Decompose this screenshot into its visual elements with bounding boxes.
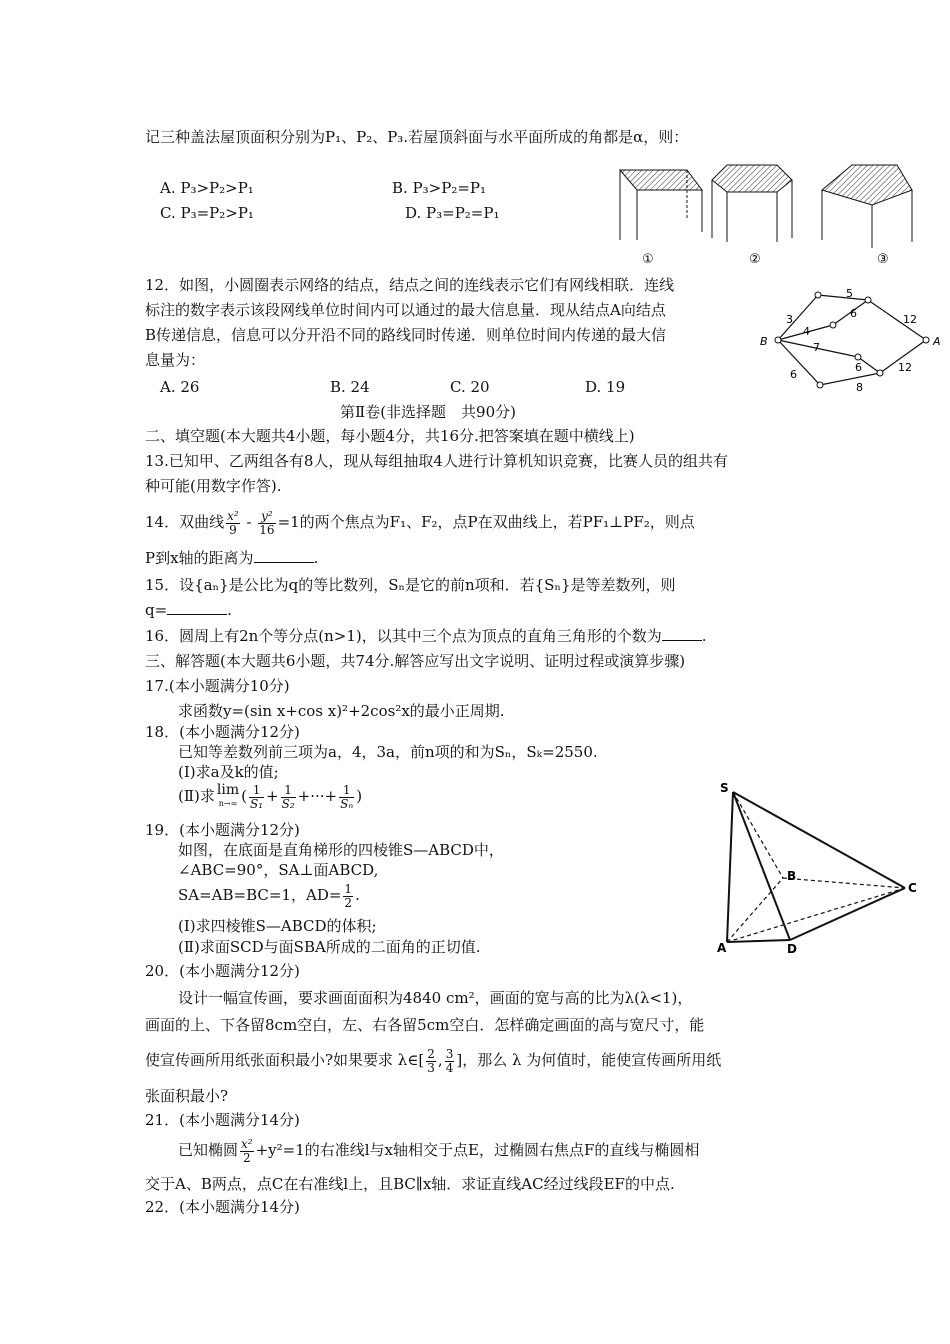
q12-option-a: A. 26	[160, 378, 200, 396]
q17-line-1: 求函数y=(sin x+cos x)²+2cos²x的最小正周期.	[178, 702, 505, 720]
q18-limit: lim n→∞	[216, 782, 240, 808]
edge-label-6c: 6	[790, 368, 797, 381]
q14-fraction-y: $\frac{\text{y²}}{16}$	[259, 508, 275, 537]
q11-option-d: D. P₃=P₂=P₁	[405, 204, 500, 222]
q18-line-1: 已知等差数列前三项为a，4，3a，前n项的和为Sₙ，Sₖ=2550.	[178, 743, 598, 761]
roof-label-1: ①	[642, 252, 654, 267]
q11-option-b: B. P₃>P₂=P₁	[392, 179, 487, 197]
pyramid-figure	[715, 780, 925, 955]
q20-line-4: 张面积最小?	[145, 1087, 229, 1105]
q15-answer-blank[interactable]	[167, 600, 227, 615]
q15-line-2: q= .	[145, 601, 232, 619]
q18-frac-s2: $\frac{1}{\text{S₂}}$	[281, 782, 295, 811]
q12-line-1: 12．如图，小圆圈表示网络的结点，结点之间的连线表示它们有网线相联．连线	[145, 276, 675, 294]
q21-line-2: 交于A、B两点，点C在右准线l上，且BC∥x轴．求证直线AC经过线段EF的中点.	[145, 1175, 675, 1193]
vertex-d-label: D	[787, 942, 797, 955]
node-a-label: A	[933, 335, 941, 348]
q19-line-1: 如图，在底面是直角梯形的四棱锥S—ABCD中，	[178, 841, 504, 859]
q18-frac-s1: $\frac{1}{\text{S₁}}$	[250, 782, 264, 811]
edge-label-6b: 6	[855, 361, 862, 374]
vertex-a-label: A	[717, 941, 727, 955]
q19-line-5: (Ⅱ)求面SCD与面SBA所成的二面角的正切值.	[178, 938, 481, 956]
q11-option-a: A. P₃>P₂>P₁	[160, 179, 254, 197]
q12-option-d: D. 19	[585, 378, 626, 396]
q21-line-1: 已知椭圆 $\frac{\text{x²}}{2}$ +y²=1的右准线l与x轴相交于点E，过椭圆右焦点F的直线与椭圆相	[178, 1136, 700, 1165]
q20-line-1: 设计一幅宣传画，要求画面面积为4840 cm²，画面的宽与高的比为λ(λ<1)，	[178, 989, 693, 1007]
q13-line-2: 种可能(用数字作答).	[145, 477, 282, 495]
q12-option-c: C. 20	[450, 378, 490, 396]
q20-fraction-2-3: $\frac{2}{3}$	[427, 1046, 435, 1075]
edge-label-8: 8	[856, 381, 863, 394]
q18-heading: 18．(本小题满分12分)	[145, 723, 300, 741]
q18-line-2: (Ⅰ)求a及k的值;	[178, 763, 279, 781]
q11-option-c: C. P₃=P₂>P₁	[160, 204, 254, 222]
q21-fraction-x: $\frac{\text{x²}}{2}$	[241, 1136, 253, 1165]
edge-label-12a: 12	[903, 313, 917, 326]
q12-line-3: B传递信息，信息可以分开沿不同的路线同时传递．则单位时间内传递的最大信	[145, 326, 667, 344]
q12-line-4: 息量为：	[145, 351, 206, 369]
q14-line-1: 14．双曲线 $\frac{\text{x²}}{9}$ - $\frac{\text{y²}}{16}$ =1的两个焦点为F₁、F₂，点P在双曲线上，若PF₁⊥PF₂，则点	[145, 508, 695, 537]
q21-heading: 21．(本小题满分14分)	[145, 1111, 300, 1129]
part-2-title: 第Ⅱ卷(非选择题 共90分)	[340, 403, 516, 421]
q20-line-3: 使宣传画所用纸张面积最小?如果要求 λ∈[ $\frac{2}{3}$ , $\frac{3}{4}$ ]，那么 λ 为何值时，能使宣传画所用纸	[145, 1046, 722, 1075]
vertex-s-label: S	[720, 781, 729, 795]
q12-option-b: B. 24	[330, 378, 370, 396]
edge-label-4: 4	[803, 325, 810, 338]
edge-label-12b: 12	[898, 361, 912, 374]
q19-line-3: SA=AB=BC=1，AD= $\frac{1}{2}$ .	[178, 881, 360, 910]
q12-line-2: 标注的数字表示该段网线单位时间内可以通过的最大信息量．现从结点A向结点	[145, 301, 666, 319]
q14-fraction-x: $\frac{\text{x²}}{9}$	[227, 508, 239, 537]
roof-label-3: ③	[877, 252, 889, 267]
q20-fraction-3-4: $\frac{3}{4}$	[445, 1046, 454, 1075]
edge-label-6a: 6	[850, 307, 857, 320]
q19-line-4: (Ⅰ)求四棱锥S—ABCD的体积;	[178, 917, 377, 935]
q20-heading: 20．(本小题满分12分)	[145, 962, 300, 980]
section-3-title: 三、解答题(本大题共6小题，共74分.解答应写出文字说明、证明过程或演算步骤)	[145, 652, 686, 670]
q22-heading: 22．(本小题满分14分)	[145, 1198, 300, 1216]
roof-label-2: ②	[749, 252, 761, 267]
q18-frac-sn: $\frac{1}{\text{Sₙ}}$	[340, 782, 354, 811]
q14-prefix: 14．双曲线	[145, 513, 225, 531]
vertex-b-label: B	[787, 869, 797, 883]
network-graph	[758, 285, 943, 395]
q14-answer-blank[interactable]	[254, 548, 314, 563]
q16-line-1: 16．圆周上有2n个等分点(n>1)，以其中三个点为顶点的直角三角形的个数为 .	[145, 627, 707, 645]
q19-line-2: ∠ABC=90°，SA⊥面ABCD,	[178, 861, 379, 879]
q14-suffix: =1的两个焦点为F₁、F₂，点P在双曲线上，若PF₁⊥PF₂，则点	[277, 513, 695, 531]
vertex-c-label: C	[908, 881, 917, 895]
node-b-label: B	[760, 335, 768, 348]
q14-line-2: P到x轴的距离为 .	[145, 549, 319, 567]
roof-figures	[612, 160, 922, 270]
q15-line-1: 15．设{aₙ}是公比为q的等比数列，Sₙ是它的前n项和．若{Sₙ}是等差数列，则	[145, 576, 676, 594]
edge-label-5: 5	[846, 287, 853, 300]
q17-heading: 17.(本小题满分10分)	[145, 677, 290, 695]
q16-answer-blank[interactable]	[662, 626, 702, 641]
q19-heading: 19．(本小题满分12分)	[145, 821, 300, 839]
q18-line-3: (Ⅱ)求 lim n→∞ ( $\frac{1}{\text{S₁}}$ + $\frac{1}{\text{S₂}}$ +···+ $\frac{1}{\text{Sₙ}}$ )	[178, 782, 363, 811]
edge-label-7: 7	[813, 341, 820, 354]
q20-line-2: 画面的上、下各留8cm空白，左、右各留5cm空白．怎样确定画面的高与宽尺寸，能	[145, 1016, 705, 1034]
q11-stem: 记三种盖法屋顶面积分别为P₁、P₂、P₃.若屋顶斜面与水平面所成的角都是α，则：	[145, 128, 689, 146]
q13-line-1: 13.已知甲、乙两组各有8人，现从每组抽取4人进行计算机知识竞赛，比赛人员的组共有	[145, 452, 728, 470]
section-2-title: 二、填空题(本大题共4小题，每小题4分，共16分.把答案填在题中横线上)	[145, 427, 635, 445]
edge-label-3: 3	[786, 313, 793, 326]
q19-fraction-half: $\frac{1}{2}$	[344, 881, 353, 910]
